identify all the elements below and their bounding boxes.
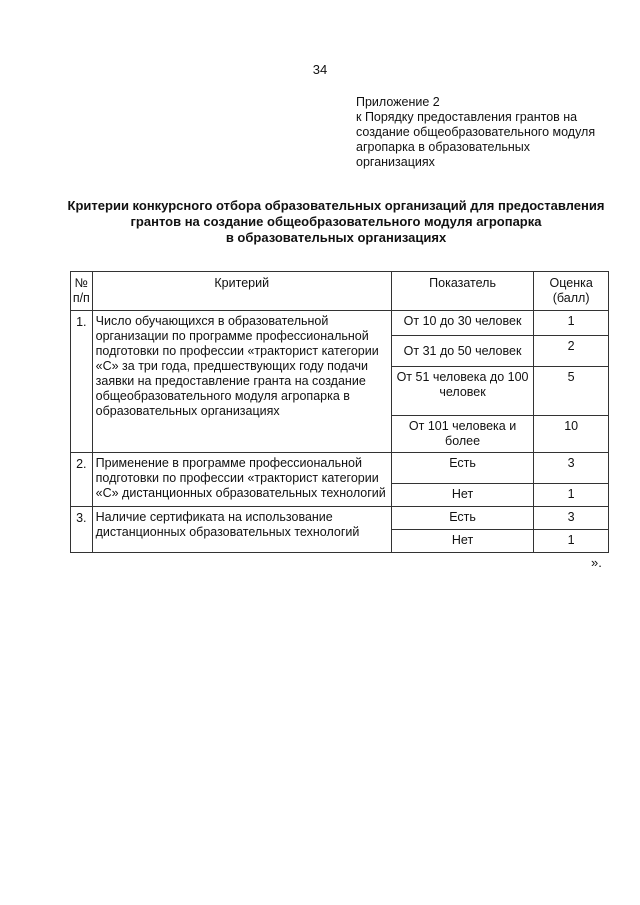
row-score: 1 bbox=[534, 311, 609, 336]
appendix-line: агропарка в образовательных bbox=[356, 140, 531, 154]
title-line: Критерии конкурсного отбора образовательных организаций для предоставления bbox=[67, 198, 605, 213]
row-score: 10 bbox=[534, 416, 609, 453]
appendix-line: организациях bbox=[356, 155, 435, 169]
header-score: Оценка (балл) bbox=[534, 272, 609, 311]
table-row bbox=[71, 453, 609, 484]
row-number: 1. bbox=[71, 311, 93, 453]
row-indicator: От 101 человека и более bbox=[391, 416, 533, 453]
header-num: № п/п bbox=[71, 272, 93, 311]
appendix-line: создание общеобразовательного модуля bbox=[356, 125, 596, 139]
row-score: 5 bbox=[534, 367, 609, 416]
title-line: в образовательных организациях bbox=[225, 230, 447, 245]
criteria-table bbox=[70, 271, 609, 553]
row-indicator: Нет bbox=[391, 530, 533, 553]
document-title bbox=[56, 198, 616, 246]
row-indicator: Есть bbox=[391, 453, 533, 484]
table-row bbox=[71, 507, 609, 530]
table-row bbox=[71, 311, 609, 336]
row-number: 2. bbox=[71, 453, 93, 507]
row-indicator: От 31 до 50 человек bbox=[391, 336, 533, 367]
row-criterion: Число обучающихся в образовательной организации по программе профессиональной подготовки по профессии «тракторист категории «С» за три года, предшествующих году подачи заявки на предоставление гранта на создание общеобразовательного модуля агропарка в образовательных организациях bbox=[92, 311, 391, 453]
row-score: 3 bbox=[534, 453, 609, 484]
row-score: 1 bbox=[534, 484, 609, 507]
row-indicator: Есть bbox=[391, 507, 533, 530]
appendix-line: к Порядку предоставления грантов на bbox=[356, 110, 578, 124]
appendix-note bbox=[356, 95, 626, 170]
row-score: 1 bbox=[534, 530, 609, 553]
table-header-row bbox=[71, 272, 609, 311]
header-indicator: Показатель bbox=[391, 272, 533, 311]
row-indicator: Нет bbox=[391, 484, 533, 507]
row-indicator: От 10 до 30 человек bbox=[391, 311, 533, 336]
row-criterion: Применение в программе профессиональной подготовки по профессии «тракторист категории «С» дистанционных образовательных технологий bbox=[92, 453, 391, 507]
row-number: 3. bbox=[71, 507, 93, 553]
row-indicator: От 51 человека до 100 человек bbox=[391, 367, 533, 416]
title-line: грантов на создание общеобразовательного модуля агропарка bbox=[130, 214, 542, 229]
closing-quote-mark: ». bbox=[591, 555, 602, 570]
row-criterion: Наличие сертификата на использование дистанционных образовательных технологий bbox=[92, 507, 391, 553]
page-number: 34 bbox=[312, 62, 328, 77]
row-score: 2 bbox=[534, 336, 609, 367]
appendix-line: Приложение 2 bbox=[356, 95, 440, 109]
row-score: 3 bbox=[534, 507, 609, 530]
header-criterion: Критерий bbox=[92, 272, 391, 311]
